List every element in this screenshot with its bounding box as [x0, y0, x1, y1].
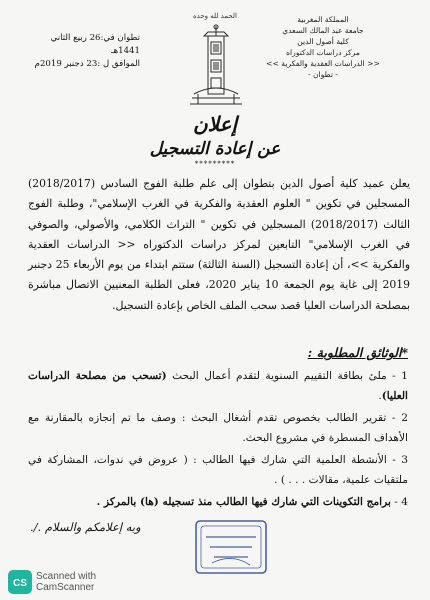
date-hijri: تطوان في:26 ربيع الثاني 1441هـ [50, 33, 140, 56]
announcement-paragraph: يعلن عميد كلية أصول الدين بتطوان إلى علم طلبة الفوج السادس (2018/2017) المسجلين في تكوين " العلوم العقدية والفكرية في الغرب الإسلامي"، وطلبة الفوج الثالث (2018/2017) المسجلين في تكوين " التراث الكلامي، والأصولي، والصوفي في الغرب الإسلامي" التابعين لمركز دراسات الدكتوراه << الدراسات العقدية والفكرية >>، أن إعادة التسجيل (السنة الثالثة) ستتم ابتداء من يوم الأربعاء 25 دجنبر 2019 إلى غاية يوم الجمعة 10 يناير 2020، فعلى الطلبة المعنيين الاتصال مباشرة بمصلحة الدراسات العليا قصد سحب الملف الخاص بإعادة التسجيل. [28, 177, 410, 312]
item-text: ملئ بطاقة التقييم السنوية لتقدم أعمال البحث [172, 370, 387, 382]
camscanner-watermark [36, 571, 96, 593]
item-number: 4 - [394, 496, 408, 508]
page-subtitle: عن إعادة التسجيل [149, 139, 281, 159]
item-tail: . [378, 390, 382, 402]
page-title: إعلان [192, 112, 238, 136]
institution-line: مركز دراسات الدكتوراه [286, 48, 360, 57]
list-item [28, 408, 408, 448]
institution-line: جامعة عبد المالك السعدي [282, 26, 364, 35]
item-text: الأنشطة العلمية التي شارك فيها الطالب : ( عروض في ندوات، المشاركة في ملتقيات علمية، مقالات . . . ) . [28, 454, 408, 486]
watermark-line: Scanned with [36, 571, 97, 582]
item-text: تقرير الطالب بخصوص تقدم أشغال البحث : وصف ما تم إنجازه بالمقارنة مع الأهداف المسطرة في مشروع البحث. [28, 412, 408, 444]
item-number: 3 - [392, 454, 409, 466]
institution-line: المملكة المغربية [297, 15, 349, 24]
watermark-brand: CamScanner [36, 582, 95, 593]
institution-line: كلية أصول الدين [297, 37, 349, 46]
institution-block [228, 14, 418, 80]
documents-heading: *الوثائق المطلوبة : [307, 345, 408, 360]
camscanner-logo-icon [8, 570, 32, 594]
item-bold-note: (تسحب من مصلحة الدراسات العليا) [28, 370, 408, 402]
camscanner-logo-text: CS [13, 578, 27, 589]
official-stamp-icon [192, 517, 270, 577]
date-gregorian: الموافق ل :23 دجنبر 2019م [34, 59, 140, 69]
list-item [28, 450, 408, 490]
date-block [30, 32, 140, 71]
item-number: 2 - [391, 412, 408, 424]
divider-stars: ********* [194, 160, 236, 168]
documents-list [28, 366, 408, 514]
closing-line: وبه إعلامكم والسلام ./. [30, 520, 141, 534]
item-text: برامج التكوينات التي شارك فيها الطالب منذ تسجيله (ها) بالمركز . [96, 496, 391, 508]
item-number: 1 - [392, 370, 408, 382]
list-item [28, 492, 408, 512]
institution-line: - تطوان - [308, 70, 338, 79]
announcement-body [28, 174, 410, 316]
list-item [28, 366, 408, 406]
institution-line: << الدراسات العقدية والفكرية >> [266, 59, 380, 68]
basmala: الحمد لله وحده [192, 12, 238, 20]
